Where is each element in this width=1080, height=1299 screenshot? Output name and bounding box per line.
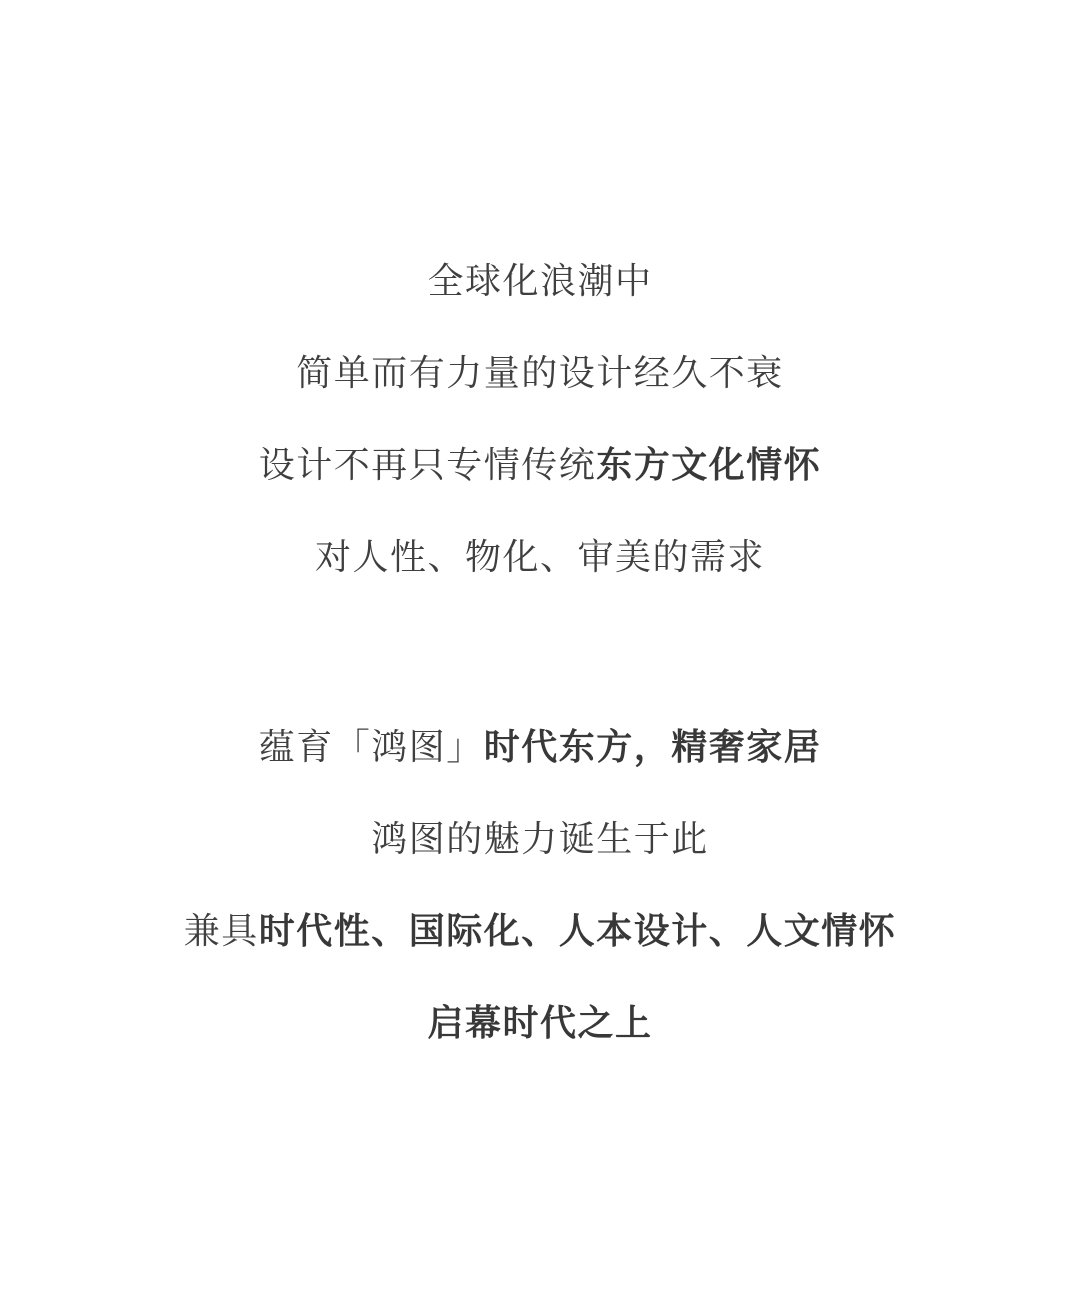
paragraph <box>0 235 1080 603</box>
emphasized-text: 启幕时代之上 <box>427 1002 653 1043</box>
regular-text: 蕴育「鸿图」 <box>258 726 484 767</box>
regular-text: 设计不再只专情传统 <box>258 444 597 485</box>
regular-text: 简单而有力量的设计经久不衰 <box>296 352 784 393</box>
text-line <box>0 327 1080 419</box>
text-line <box>0 511 1080 603</box>
emphasized-text: 东方文化情怀 <box>596 444 822 485</box>
regular-text: 鸿图的魅力诞生于此 <box>371 818 709 859</box>
regular-text: 对人性、物化、审美的需求 <box>314 536 765 577</box>
text-line <box>0 977 1080 1069</box>
emphasized-text: 时代性、国际化、人本设计、人文情怀 <box>258 910 897 951</box>
regular-text: 全球化浪潮中 <box>427 260 653 301</box>
text-line <box>0 701 1080 793</box>
text-line <box>0 885 1080 977</box>
emphasized-text: 时代东方，精奢家居 <box>483 726 822 767</box>
text-line <box>0 235 1080 327</box>
text-line <box>0 793 1080 885</box>
text-line <box>0 419 1080 511</box>
paragraph <box>0 701 1080 1069</box>
regular-text: 兼具 <box>183 910 259 951</box>
